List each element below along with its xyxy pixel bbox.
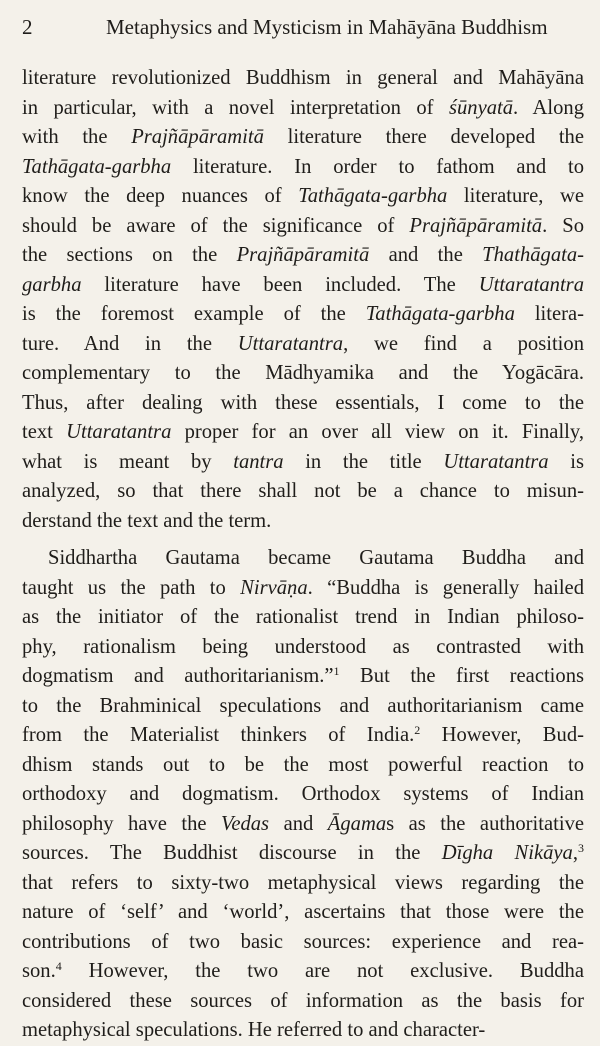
paragraph-gap: [22, 536, 584, 544]
text-run: as the initiator of the rationalist trend in Indian philoso-: [22, 606, 584, 628]
text-run: But the first reactions: [339, 665, 584, 687]
text-run: and the: [369, 244, 483, 266]
running-title: Metaphysics and Mysticism in Mahāyāna Buddhism: [106, 15, 548, 39]
text-run: in particular, with a novel interpretation of: [22, 96, 449, 119]
text-line: [22, 507, 584, 537]
text-run: phy, rationalism being understood as contrasted with: [22, 635, 584, 658]
text-line: [22, 780, 584, 810]
text-run: is the foremost example of the: [22, 303, 366, 325]
text-line: [22, 94, 584, 124]
text-run: Siddhartha Gautama became Gautama Buddha and: [48, 547, 584, 569]
text-run: orthodoxy and dogmatism. Orthodox systems of Indian: [22, 783, 584, 805]
text-run: that refers to sixty-two metaphysical views regarding the: [22, 871, 584, 894]
italic-term: Tathāgata-garbha: [22, 155, 172, 178]
text-run: and: [269, 812, 328, 835]
text-line: [22, 359, 584, 389]
text-line: [22, 721, 584, 751]
text-run: in the title: [283, 450, 444, 473]
text-run: s as the authoritative: [386, 812, 584, 835]
text-line: [22, 839, 584, 869]
text-run: However, the two are not exclusive. Buddha: [61, 960, 584, 982]
text-run: considered these sources of information as the basis for: [22, 989, 584, 1012]
text-run: However, Bud-: [420, 724, 584, 746]
italic-term: Dīgha Nikāya: [441, 842, 573, 864]
text-run: . So: [542, 214, 584, 237]
text-line: [22, 928, 584, 958]
text-line: [22, 544, 584, 574]
text-line: [22, 957, 584, 987]
text-run: derstand the text and the term.: [22, 509, 272, 532]
page-number: 2: [22, 15, 33, 39]
italic-term: Uttaratantra: [237, 332, 344, 355]
italic-term: śūnyatā: [448, 96, 514, 119]
text-run: son.: [22, 960, 56, 982]
text-run: nature of ‘self’ and ‘world’, ascertains that those were the: [22, 901, 584, 923]
text-run: ture. And in the: [22, 332, 238, 355]
italic-term: Tathāgata-garbha: [298, 185, 448, 207]
italic-term: Vedas: [221, 812, 270, 835]
text-line: [22, 330, 584, 360]
text-run: contributions of two basic sources: experience and rea-: [22, 930, 584, 953]
italic-term: Prajñāpāramitā: [409, 214, 543, 237]
text-line: [22, 1016, 584, 1046]
text-run: ,: [572, 842, 578, 864]
text-run: taught us the path to: [22, 576, 241, 599]
italic-term: Prajñāpāramitā: [131, 126, 264, 148]
text-line: [22, 692, 584, 722]
text-run: proper for an over all view on it. Finally,: [171, 421, 584, 443]
text-run: with the: [22, 126, 132, 148]
text-run: dogmatism and authoritarianism.”: [22, 665, 334, 687]
text-line: [22, 418, 584, 448]
footnote-marker[interactable]: 1: [333, 664, 340, 678]
italic-term: Prajñāpāramitā: [236, 244, 370, 266]
text-run: complementary to the Mādhyamika and the Yogācāra.: [22, 362, 584, 384]
text-line: [22, 477, 584, 507]
text-run: what is meant by: [22, 450, 234, 473]
text-line: [22, 241, 584, 271]
text-line: [22, 574, 584, 604]
text-line: [22, 64, 584, 94]
text-line: [22, 898, 584, 928]
text-run: Thus, after dealing with these essentials, I come to the: [22, 391, 584, 414]
text-run: , we find a position: [343, 332, 584, 355]
text-run: metaphysical speculations. He referred to and character-: [22, 1019, 486, 1041]
footnote-marker[interactable]: 4: [55, 959, 62, 973]
italic-term: Tathāgata-garbha: [365, 303, 515, 325]
text-line: [22, 603, 584, 633]
italic-term: Āgama: [327, 812, 387, 835]
italic-term: tantra: [233, 450, 284, 473]
text-line: [22, 987, 584, 1017]
text-run: literature there developed the: [263, 126, 584, 148]
text-run: philosophy have the: [22, 812, 222, 835]
italic-term: Thathāgata-: [482, 244, 584, 266]
text-run: to the Brahminical speculations and authoritarianism came: [22, 694, 584, 717]
text-line: [22, 448, 584, 478]
footnote-marker[interactable]: 3: [578, 841, 584, 855]
text-run: dhism stands out to be the most powerful reaction to: [22, 753, 584, 776]
text-run: analyzed, so that there shall not be a chance to misun-: [22, 480, 584, 502]
text-line: [22, 389, 584, 419]
text-run: literature, we: [447, 185, 584, 207]
paragraph: [22, 544, 584, 1046]
text-line: [22, 153, 584, 183]
text-run: text: [22, 421, 67, 443]
text-line: [22, 662, 584, 692]
text-run: the sections on the: [22, 244, 237, 266]
text-run: from the Materialist thinkers of India.: [22, 724, 415, 746]
text-line: [22, 633, 584, 663]
text-run: know the deep nuances of: [22, 185, 299, 207]
italic-term: Uttaratantra: [478, 273, 584, 296]
text-run: litera-: [514, 303, 584, 325]
text-run: . “Buddha is generally hailed: [307, 576, 584, 599]
text-run: is: [548, 450, 584, 473]
italic-term: garbha: [22, 273, 82, 296]
text-line: [22, 810, 584, 840]
text-line: [22, 300, 584, 330]
text-run: literature revolutionized Buddhism in general and Mahāyāna: [22, 67, 584, 89]
italic-term: Uttaratantra: [443, 450, 549, 473]
text-line: [22, 212, 584, 242]
running-header: [22, 14, 580, 40]
italic-term: Nirvāṇa: [240, 576, 308, 599]
paragraph: [22, 64, 584, 536]
text-run: . Along: [513, 96, 584, 119]
text-line: [22, 182, 584, 212]
text-run: should be aware of the significance of: [22, 214, 410, 237]
text-line: [22, 271, 584, 301]
footnote-marker[interactable]: 2: [414, 723, 421, 737]
text-line: [22, 869, 584, 899]
text-run: literature. In order to fathom and to: [171, 155, 584, 178]
text-run: literature have been included. The: [81, 273, 479, 296]
text-line: [22, 751, 584, 781]
body-text: [22, 64, 584, 1046]
text-line: [22, 123, 584, 153]
italic-term: Uttaratantra: [66, 421, 172, 443]
text-run: sources. The Buddhist discourse in the: [22, 842, 442, 864]
